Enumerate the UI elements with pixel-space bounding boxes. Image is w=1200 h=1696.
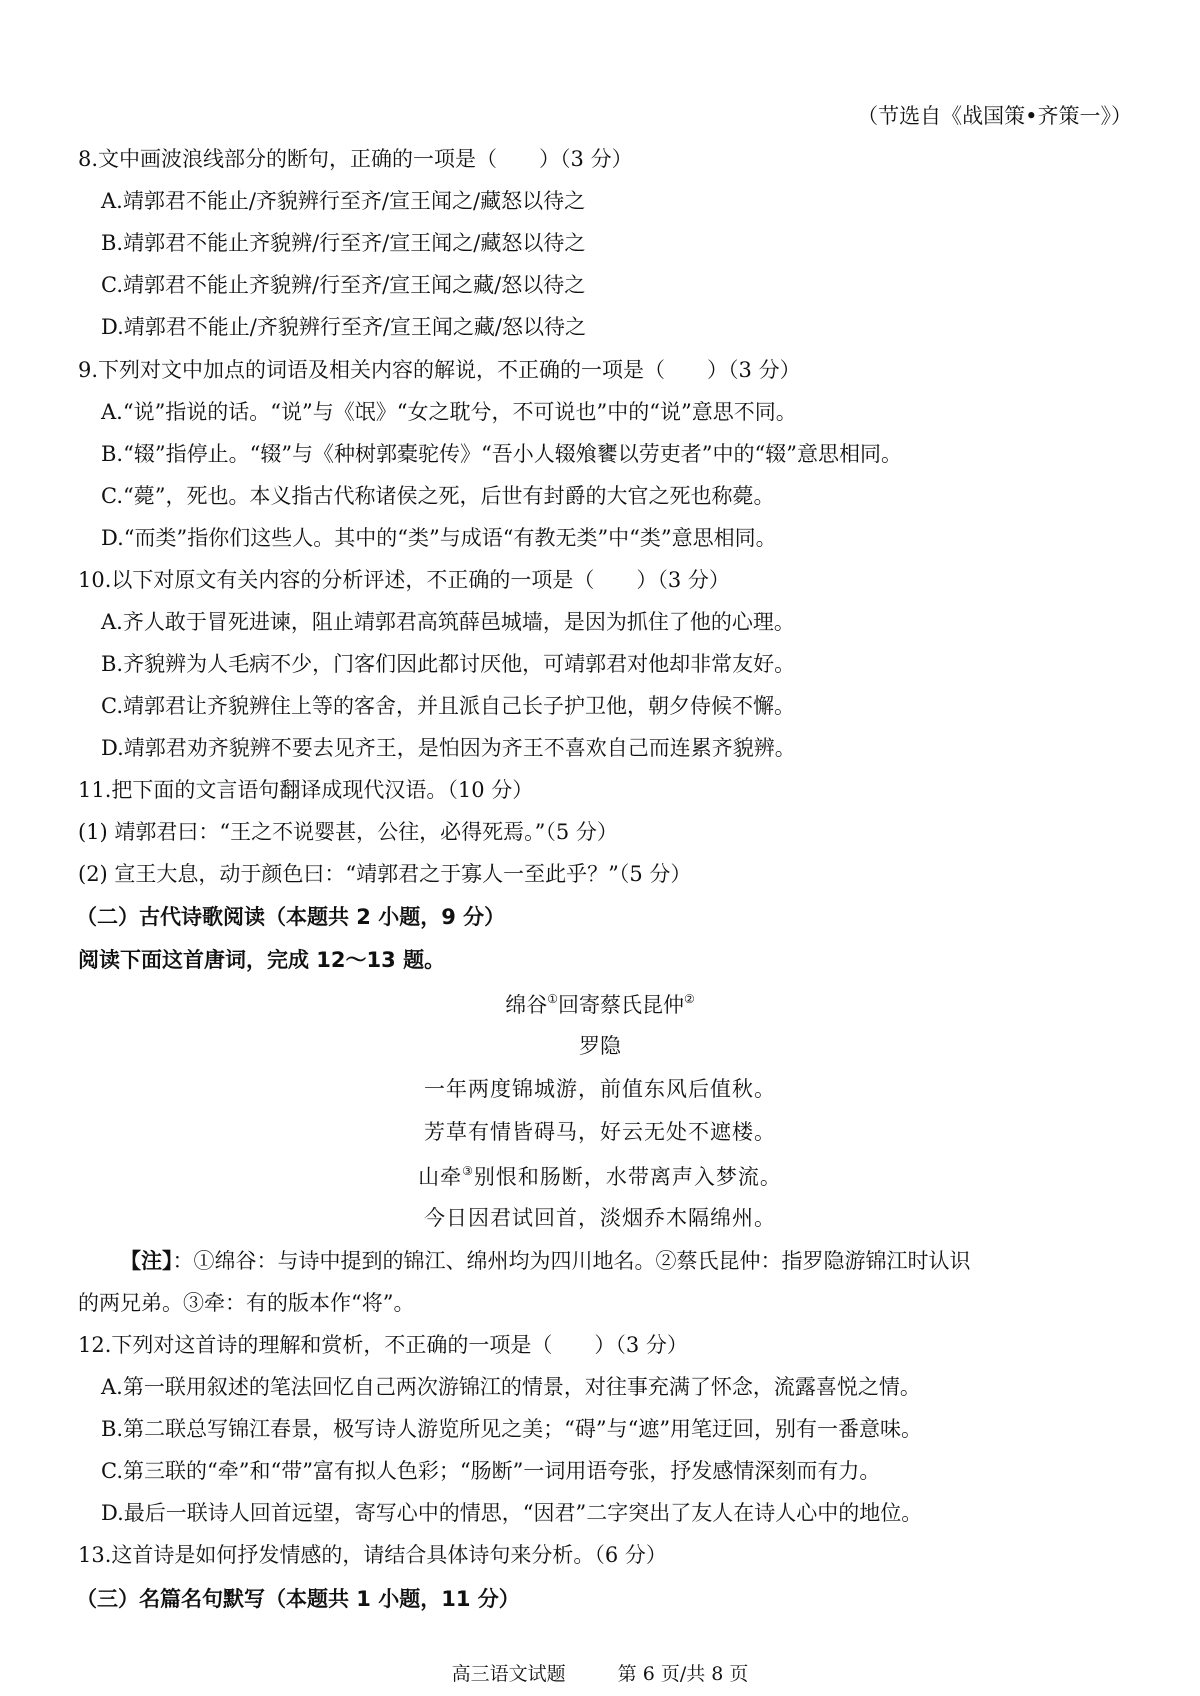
poem-line-3-end: 别恨和肠断，水带离声入梦流。: [473, 1165, 782, 1189]
q12-option-a: A.第一联用叙述的笔法回忆自己两次游锦江的情景，对往事充满了怀念，流露喜悦之情。: [101, 1375, 921, 1399]
footnote-marker-3: ③: [462, 1164, 474, 1178]
poem-line-1: 一年两度锦城游，前值东风后值秋。: [424, 1077, 776, 1101]
poem-note: [120, 1251, 971, 1272]
poem-line-3: [0, 1165, 1200, 1188]
footer-subject: 高三语文试题: [451, 1663, 566, 1685]
q9-option-a: A.“说”指说的话。“说”与《氓》“女之耽兮，不可说也”中的“说”意思不同。: [101, 400, 797, 424]
poem-line-2: 芳草有情皆碍马，好云无处不遮楼。: [424, 1120, 776, 1144]
footnote-marker-2: ②: [684, 992, 695, 1006]
note-label: 【注】: [120, 1249, 173, 1273]
question-13-stem: 13.这首诗是如何抒发情感的，请结合具体诗句来分析。（6 分）: [78, 1543, 667, 1567]
page-footer: [0, 1659, 1200, 1686]
question-12-stem: 12.下列对这首诗的理解和赏析，不正确的一项是（ ）（3 分）: [78, 1333, 688, 1357]
q11-item-1: (1) 靖郭君曰：“王之不说婴甚，公往，必得死焉。”（5 分）: [78, 820, 618, 844]
section-2-title: （二）古代诗歌阅读（本题共 2 小题，9 分）: [76, 905, 506, 929]
question-9-stem: 9.下列对文中加点的词语及相关内容的解说，不正确的一项是（ ）（3 分）: [78, 358, 801, 382]
q9-option-c: C.“薨”，死也。本义指古代称诸侯之死，后世有封爵的大官之死也称薨。: [101, 484, 775, 508]
q12-option-c: C.第三联的“牵”和“带”富有拟人色彩；“肠断”一词用语夸张，抒发感情深刻而有力。: [101, 1459, 881, 1483]
q11-item-2: (2) 宣王大息，动于颜色曰：“靖郭君之于寡人一至此乎？”（5 分）: [78, 862, 692, 886]
note-text-line-1: ：①绵谷：与诗中提到的锦江、绵州均为四川地名。②蔡氏昆仲：指罗隐游锦江时认识: [172, 1249, 971, 1273]
q12-option-d: D.最后一联诗人回首远望，寄写心中的情思，“因君”二字突出了友人在诗人心中的地位。: [101, 1501, 923, 1525]
q9-option-d: D.“而类”指你们这些人。其中的“类”与成语“有教无类”中“类”意思相同。: [101, 526, 777, 550]
q8-option-a: A.靖郭君不能止/齐貌辨行至齐/宣王闻之/藏怒以待之: [101, 189, 586, 213]
section-3-title: （三）名篇名句默写（本题共 1 小题，11 分）: [76, 1587, 520, 1611]
poem-title-rest: 回寄蔡氏昆仲: [558, 993, 684, 1017]
poem-line-4: 今日因君试回首，淡烟乔木隔绵州。: [424, 1206, 776, 1230]
q10-option-b: B.齐貌辨为人毛病不少，门客们因此都讨厌他，可靖郭君对他却非常友好。: [101, 652, 796, 676]
note-text-line-2: 的两兄弟。③牵：有的版本作“将”。: [78, 1291, 415, 1315]
q10-option-a: A.齐人敢于冒死进谏，阻止靖郭君高筑薛邑城墙，是因为抓住了他的心理。: [101, 610, 795, 634]
q8-option-c: C.靖郭君不能止齐貌辨/行至齐/宣王闻之藏/怒以待之: [101, 273, 586, 297]
poem-title-text: 绵谷: [505, 993, 548, 1017]
q9-option-b: B.“辍”指停止。“辍”与《种树郭橐驼传》“吾小人辍飧饔以劳吏者”中的“辍”意思相同。: [101, 442, 902, 466]
q10-option-d: D.靖郭君劝齐貌辨不要去见齐王，是怕因为齐王不喜欢自己而连累齐貌辨。: [101, 736, 796, 760]
q12-option-b: B.第二联总写锦江春景，极写诗人游览所见之美；“碍”与“遮”用笔迂回，别有一番意味。: [101, 1417, 923, 1441]
question-11-stem: 11.把下面的文言语句翻译成现代汉语。（10 分）: [78, 778, 534, 802]
poem-line-3-start: 山牵: [418, 1165, 463, 1189]
footnote-marker-1: ①: [547, 992, 558, 1006]
question-8-stem: 8.文中画波浪线部分的断句，正确的一项是（ ）（3 分）: [78, 147, 633, 171]
poem-title: [0, 993, 1200, 1016]
source-note: （节选自《战国策•齐策一》）: [857, 104, 1132, 128]
q10-option-c: C.靖郭君让齐貌辨住上等的客舍，并且派自己长子护卫他，朝夕侍候不懈。: [101, 694, 795, 718]
poem-author: 罗隐: [579, 1034, 621, 1058]
footer-page-number: 第 6 页/共 8 页: [617, 1663, 749, 1685]
q8-option-d: D.靖郭君不能止/齐貌辨行至齐/宣王闻之藏/怒以待之: [101, 315, 586, 339]
q8-option-b: B.靖郭君不能止齐貌辨/行至齐/宣王闻之/藏怒以待之: [101, 231, 586, 255]
section-2-instruction: 阅读下面这首唐词，完成 12～13 题。: [78, 948, 446, 972]
question-10-stem: 10.以下对原文有关内容的分析评述，不正确的一项是（ ）（3 分）: [78, 568, 730, 592]
